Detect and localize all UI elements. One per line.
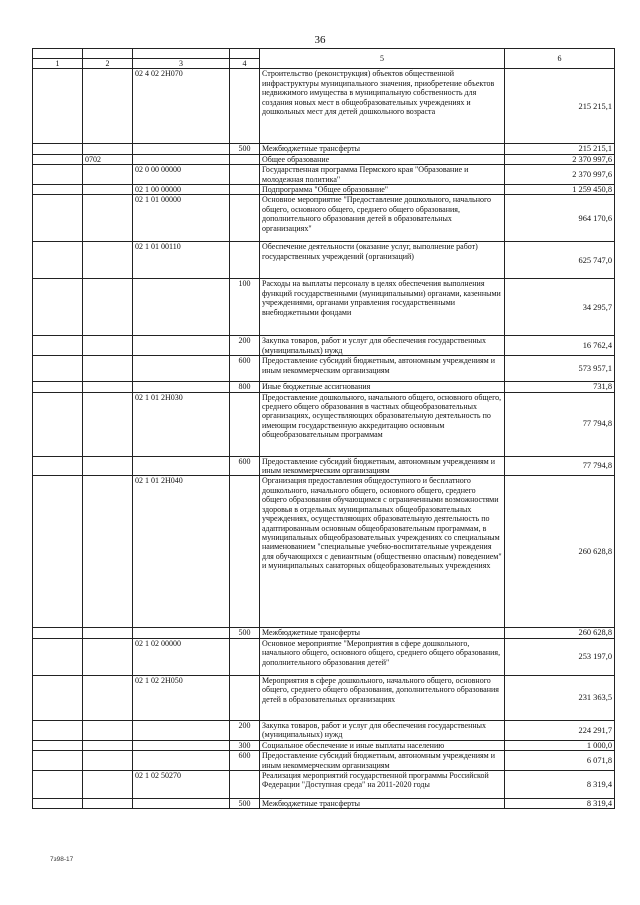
subsection-cell [83, 675, 133, 720]
table-row [33, 154, 615, 164]
description-cell: Социальное обеспечение и иные выплаты населению [260, 740, 505, 750]
target-article-cell: 02 4 02 2Н070 [133, 69, 230, 144]
description-cell: Подпрограмма "Общее образование" [260, 185, 505, 195]
expense-type-cell [230, 69, 260, 144]
expense-type-cell [230, 185, 260, 195]
subsection-cell [83, 798, 133, 808]
table-row [33, 242, 615, 279]
subsection-cell [83, 476, 133, 628]
amount-cell: 625 747,0 [505, 242, 615, 279]
header-cell [133, 49, 230, 59]
amount-cell: 731,8 [505, 382, 615, 392]
amount-cell: 253 197,0 [505, 638, 615, 675]
amount-cell: 34 295,7 [505, 279, 615, 336]
section-cell [33, 195, 83, 242]
subsection-cell [83, 382, 133, 392]
section-cell [33, 356, 83, 382]
section-cell [33, 720, 83, 740]
expense-type-cell: 300 [230, 740, 260, 750]
section-cell [33, 476, 83, 628]
target-article-cell [133, 720, 230, 740]
subsection-cell [83, 336, 133, 356]
budget-table [32, 48, 615, 809]
description-cell: Реализация мероприятий государственной программы Российской Федерации "Доступная среда" на 2011-2020 годы [260, 770, 505, 798]
description-cell: Строительство (реконструкция) объектов общественной инфраструктуры муниципального значения, приобретение объектов недвижимого имущества в муниципальную собственность для создания новых мест в общеобразовательных учреждениях и дошкольных мест для детей дошкольного возраста [260, 69, 505, 144]
amount-cell: 224 291,7 [505, 720, 615, 740]
expense-type-cell: 500 [230, 798, 260, 808]
expense-type-cell [230, 242, 260, 279]
header-cell [230, 49, 260, 59]
subsection-cell [83, 356, 133, 382]
amount-cell: 260 628,8 [505, 476, 615, 628]
expense-type-cell [230, 770, 260, 798]
amount-cell: 215 215,1 [505, 69, 615, 144]
subsection-cell [83, 195, 133, 242]
target-article-cell [133, 740, 230, 750]
section-cell [33, 740, 83, 750]
description-cell: Предоставление субсидий бюджетным, автономным учреждениям и иным некоммерческим организациям [260, 456, 505, 476]
description-cell: Общее образование [260, 154, 505, 164]
target-article-cell: 02 1 02 00000 [133, 638, 230, 675]
table-row [33, 456, 615, 476]
section-cell [33, 628, 83, 638]
table-row [33, 336, 615, 356]
section-cell [33, 336, 83, 356]
expense-type-cell [230, 165, 260, 185]
amount-cell: 231 363,5 [505, 675, 615, 720]
expense-type-cell: 600 [230, 751, 260, 771]
expense-type-cell [230, 195, 260, 242]
subsection-cell [83, 638, 133, 675]
target-article-cell [133, 798, 230, 808]
target-article-cell [133, 356, 230, 382]
target-article-cell [133, 456, 230, 476]
expense-type-cell: 100 [230, 279, 260, 336]
description-cell: Закупка товаров, работ и услуг для обеспечения государственных (муниципальных) нужд [260, 720, 505, 740]
description-cell: Предоставление субсидий бюджетным, автономным учреждениям и иным некоммерческим организациям [260, 356, 505, 382]
target-article-cell: 02 1 02 2Н050 [133, 675, 230, 720]
section-cell [33, 144, 83, 154]
expense-type-cell [230, 154, 260, 164]
subsection-cell [83, 279, 133, 336]
subsection-cell [83, 456, 133, 476]
table-header-row [33, 49, 615, 59]
target-article-cell: 02 1 01 2Н030 [133, 392, 230, 456]
section-cell [33, 165, 83, 185]
table-row [33, 720, 615, 740]
section-cell [33, 242, 83, 279]
subsection-cell [83, 242, 133, 279]
column-number-cell: 2 [83, 59, 133, 69]
amount-cell: 964 170,6 [505, 195, 615, 242]
table-row [33, 751, 615, 771]
table-row [33, 798, 615, 808]
subsection-cell: 0702 [83, 154, 133, 164]
subsection-cell [83, 69, 133, 144]
target-article-cell: 02 1 00 00000 [133, 185, 230, 195]
target-article-cell [133, 751, 230, 771]
expense-type-cell: 500 [230, 144, 260, 154]
expense-type-cell: 600 [230, 456, 260, 476]
amount-cell: 1 259 450,8 [505, 185, 615, 195]
target-article-cell [133, 154, 230, 164]
table-row [33, 144, 615, 154]
expense-type-cell: 500 [230, 628, 260, 638]
description-cell: Основное мероприятие "Предоставление дошкольного, начального общего, основного общего, среднего общего образования, дополнительного образования детей в образовательных организациях" [260, 195, 505, 242]
description-cell: Организация предоставления общедоступного и бесплатного дошкольного, начального общего, основного общего, среднего общего образования обучающимся с ограниченными возможностями здоровья в отдельных муниципальных общеобразовательных учреждениях, осуществляющих образовательную деятельность по адаптированным основным общеобразовательным программам, в муниципальных общеобразовательных учреждениях со специальным наименованием "специальные учебно-воспитательные учреждения для обучающихся с девиантным (общественно опасным) поведением" и муниципальных санаторных общеобразовательных учреждениях [260, 476, 505, 628]
expense-type-cell: 600 [230, 356, 260, 382]
description-cell: Государственная программа Пермского края "Образование и молодежная политика" [260, 165, 505, 185]
subsection-cell [83, 165, 133, 185]
amount-cell: 260 628,8 [505, 628, 615, 638]
table-row [33, 279, 615, 336]
table-row [33, 638, 615, 675]
section-cell [33, 154, 83, 164]
target-article-cell [133, 336, 230, 356]
amount-cell: 77 794,8 [505, 392, 615, 456]
amount-cell: 8 319,4 [505, 798, 615, 808]
target-article-cell [133, 144, 230, 154]
section-cell [33, 770, 83, 798]
table-row [33, 185, 615, 195]
subsection-cell [83, 720, 133, 740]
expense-type-cell [230, 392, 260, 456]
target-article-cell [133, 628, 230, 638]
expense-type-cell [230, 476, 260, 628]
description-cell: Межбюджетные трансферты [260, 628, 505, 638]
amount-cell: 16 762,4 [505, 336, 615, 356]
amount-cell: 1 000,0 [505, 740, 615, 750]
subsection-cell [83, 751, 133, 771]
target-article-cell: 02 1 01 2Н040 [133, 476, 230, 628]
description-cell: Предоставление дошкольного, начального общего, основного общего, среднего общего образования в частных общеобразовательных организациях, осуществляющих образовательную деятельность по имеющим государственную аккредитацию основным общеобразовательным программам [260, 392, 505, 456]
description-cell: Иные бюджетные ассигнования [260, 382, 505, 392]
table-row [33, 476, 615, 628]
amount-cell: 573 957,1 [505, 356, 615, 382]
target-article-cell: 02 1 01 00000 [133, 195, 230, 242]
table-row [33, 675, 615, 720]
section-cell [33, 279, 83, 336]
section-cell [33, 69, 83, 144]
target-article-cell: 02 1 01 00110 [133, 242, 230, 279]
subsection-cell [83, 740, 133, 750]
description-cell: Предоставление субсидий бюджетным, автономным учреждениям и иным некоммерческим организациям [260, 751, 505, 771]
column-number-cell: 1 [33, 59, 83, 69]
table-row [33, 382, 615, 392]
description-cell: Межбюджетные трансферты [260, 798, 505, 808]
subsection-cell [83, 770, 133, 798]
section-cell [33, 392, 83, 456]
column-number-cell: 4 [230, 59, 260, 69]
table-row [33, 770, 615, 798]
subsection-cell [83, 392, 133, 456]
section-cell [33, 638, 83, 675]
section-cell [33, 751, 83, 771]
amount-cell: 77 794,8 [505, 456, 615, 476]
expense-type-cell: 200 [230, 336, 260, 356]
description-cell: Закупка товаров, работ и услуг для обеспечения государственных (муниципальных) нужд [260, 336, 505, 356]
amount-cell: 2 370 997,6 [505, 154, 615, 164]
section-cell [33, 456, 83, 476]
description-cell: Основное мероприятие "Мероприятия в сфере дошкольного, начального общего, основного общего, среднего общего образования, дополнительного образования детей" [260, 638, 505, 675]
footer-code: 7з98-17 [50, 856, 74, 863]
table-row [33, 628, 615, 638]
section-cell [33, 382, 83, 392]
table-row [33, 740, 615, 750]
page-number: 36 [314, 34, 326, 46]
header-cell: 6 [505, 49, 615, 69]
subsection-cell [83, 628, 133, 638]
header-cell [33, 49, 83, 59]
amount-cell: 6 071,8 [505, 751, 615, 771]
section-cell [33, 185, 83, 195]
expense-type-cell: 200 [230, 720, 260, 740]
header-cell [83, 49, 133, 59]
target-article-cell [133, 382, 230, 392]
column-number-cell: 3 [133, 59, 230, 69]
amount-cell: 215 215,1 [505, 144, 615, 154]
subsection-cell [83, 185, 133, 195]
description-cell: Межбюджетные трансферты [260, 144, 505, 154]
target-article-cell [133, 279, 230, 336]
table-row [33, 392, 615, 456]
target-article-cell: 02 0 00 00000 [133, 165, 230, 185]
header-cell: 5 [260, 49, 505, 69]
description-cell: Расходы на выплаты персоналу в целях обеспечения выполнения функций государственными (муниципальными) органами, казенными учреждениями, органами управления государственными внебюджетными фондами [260, 279, 505, 336]
amount-cell: 2 370 997,6 [505, 165, 615, 185]
section-cell [33, 675, 83, 720]
section-cell [33, 798, 83, 808]
subsection-cell [83, 144, 133, 154]
description-cell: Мероприятия в сфере дошкольного, начального общего, основного общего, среднего общего образования, дополнительного образования детей в образовательных организациях [260, 675, 505, 720]
amount-cell: 8 319,4 [505, 770, 615, 798]
expense-type-cell: 800 [230, 382, 260, 392]
expense-type-cell [230, 675, 260, 720]
table-row [33, 69, 615, 144]
target-article-cell: 02 1 02 50270 [133, 770, 230, 798]
description-cell: Обеспечение деятельности (оказание услуг, выполнение работ) государственных учреждений (организаций) [260, 242, 505, 279]
table-row [33, 356, 615, 382]
table-row [33, 165, 615, 185]
expense-type-cell [230, 638, 260, 675]
table-row [33, 195, 615, 242]
